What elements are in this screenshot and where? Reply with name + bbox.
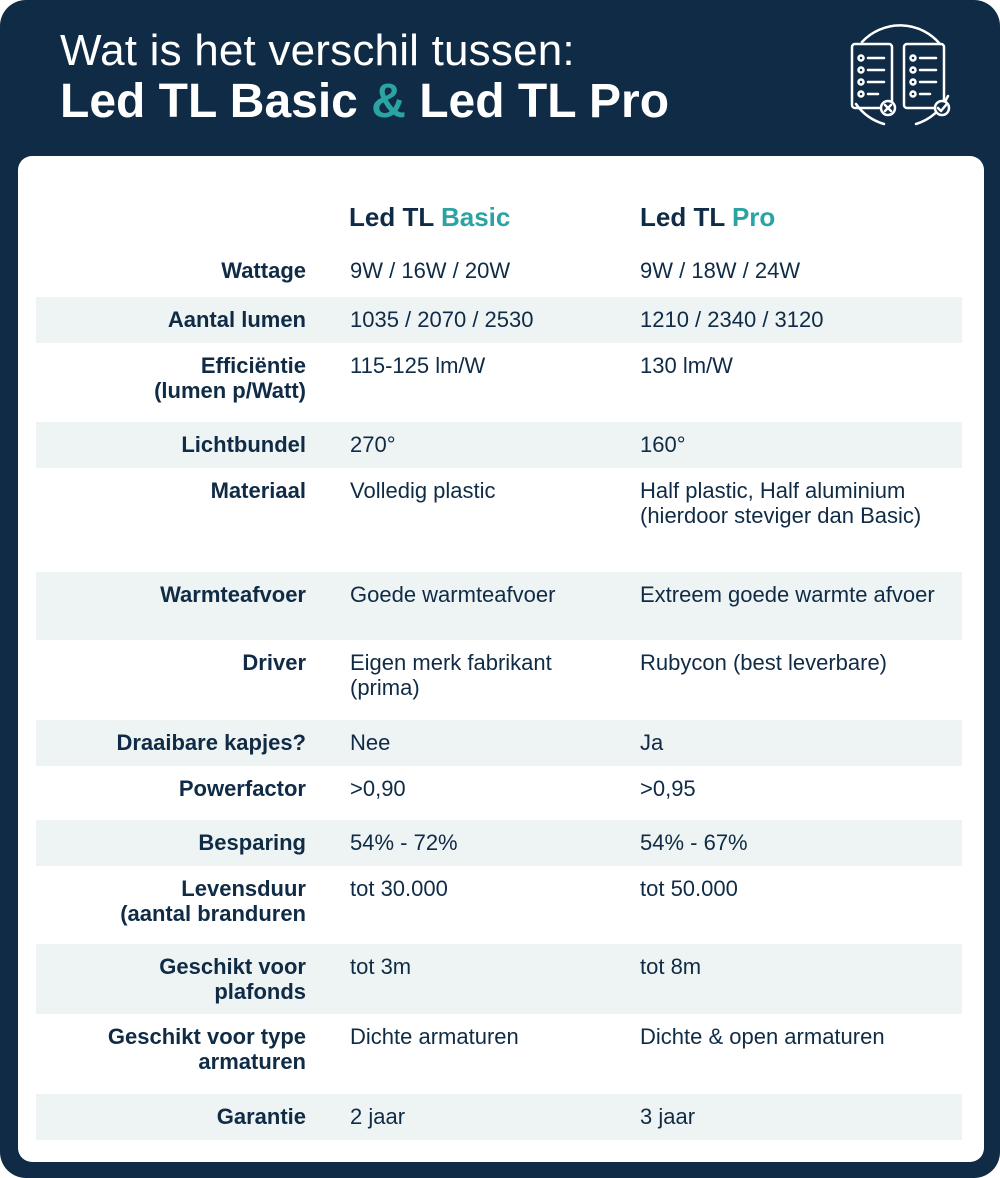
row-label: Wattage <box>221 258 306 283</box>
title-line-2 <box>60 74 669 129</box>
basic-value: Dichte armaturen <box>350 1024 519 1049</box>
row-label: Besparing <box>198 830 306 855</box>
pro-value: >0,95 <box>640 776 696 801</box>
column-header-pro <box>640 202 775 233</box>
pro-value: Ja <box>640 730 664 755</box>
column-header-basic-accent: Basic <box>440 202 511 232</box>
basic-value: tot 3m <box>350 954 412 979</box>
pro-value: 9W / 18W / 24W <box>640 258 801 283</box>
table-row <box>36 720 962 766</box>
pro-value: Extreem goede warmte afvoer <box>640 582 935 607</box>
basic-value: >0,90 <box>350 776 406 801</box>
table-row <box>36 297 962 343</box>
row-label: Garantie <box>216 1104 306 1129</box>
table-row <box>36 572 962 640</box>
row-label: Levensduur (aantal branduren <box>120 876 306 926</box>
row-label: Draaibare kapjes? <box>116 730 306 755</box>
pro-value: tot 50.000 <box>640 876 738 901</box>
row-label: Geschikt voor type armaturen <box>107 1024 306 1074</box>
row-label: Efficiëntie (lumen p/Watt) <box>154 353 306 403</box>
basic-value: tot 30.000 <box>350 876 448 901</box>
table-row <box>36 766 962 820</box>
pro-value: Rubycon (best leverbare) <box>640 650 888 675</box>
pro-value: 1210 / 2340 / 3120 <box>640 307 824 332</box>
pro-value: 160° <box>640 432 686 457</box>
row-label: Aantal lumen <box>167 307 306 332</box>
column-header-basic-prefix: Led TL <box>349 202 441 232</box>
title-basic: Led TL Basic <box>60 75 372 128</box>
column-header-pro-prefix: Led TL <box>640 202 732 232</box>
column-header-basic <box>349 202 510 233</box>
row-label: Lichtbundel <box>181 432 306 457</box>
table-row <box>36 944 962 1014</box>
basic-value: Eigen merk fabrikant (prima) <box>350 650 552 700</box>
pro-value: Half plastic, Half aluminium (hierdoor steviger dan Basic) <box>640 478 922 528</box>
basic-value: 9W / 16W / 20W <box>350 258 511 283</box>
checklist-compare-icon <box>844 24 956 128</box>
table-row <box>36 468 962 572</box>
table-row <box>36 1014 962 1094</box>
table-row <box>36 866 962 944</box>
pro-value: Dichte & open armaturen <box>640 1024 885 1049</box>
row-label: Materiaal <box>210 478 306 503</box>
table-row <box>36 1094 962 1140</box>
table-row <box>36 422 962 468</box>
row-label: Powerfactor <box>178 776 306 801</box>
column-header-pro-accent: Pro <box>731 202 776 232</box>
basic-value: 1035 / 2070 / 2530 <box>350 307 534 332</box>
table-row <box>36 820 962 866</box>
basic-value: Nee <box>350 730 391 755</box>
basic-value: 2 jaar <box>350 1104 406 1129</box>
pro-value: 130 lm/W <box>640 353 733 378</box>
table-row <box>36 640 962 720</box>
table-row <box>36 343 962 422</box>
basic-value: 54% - 72% <box>350 830 458 855</box>
pro-value: 3 jaar <box>640 1104 696 1129</box>
row-label: Driver <box>242 650 306 675</box>
table-row <box>36 248 962 294</box>
row-label: Warmteafvoer <box>160 582 306 607</box>
basic-value: Goede warmteafvoer <box>350 582 556 607</box>
title-line-1: Wat is het verschil tussen: <box>60 26 575 75</box>
basic-value: 270° <box>350 432 396 457</box>
basic-value: Volledig plastic <box>350 478 496 503</box>
title-ampersand: & <box>371 75 406 128</box>
title-pro: Led TL Pro <box>405 75 670 128</box>
pro-value: tot 8m <box>640 954 702 979</box>
basic-value: 115-125 lm/W <box>350 353 486 378</box>
row-label: Geschikt voor plafonds <box>159 954 306 1004</box>
pro-value: 54% - 67% <box>640 830 748 855</box>
